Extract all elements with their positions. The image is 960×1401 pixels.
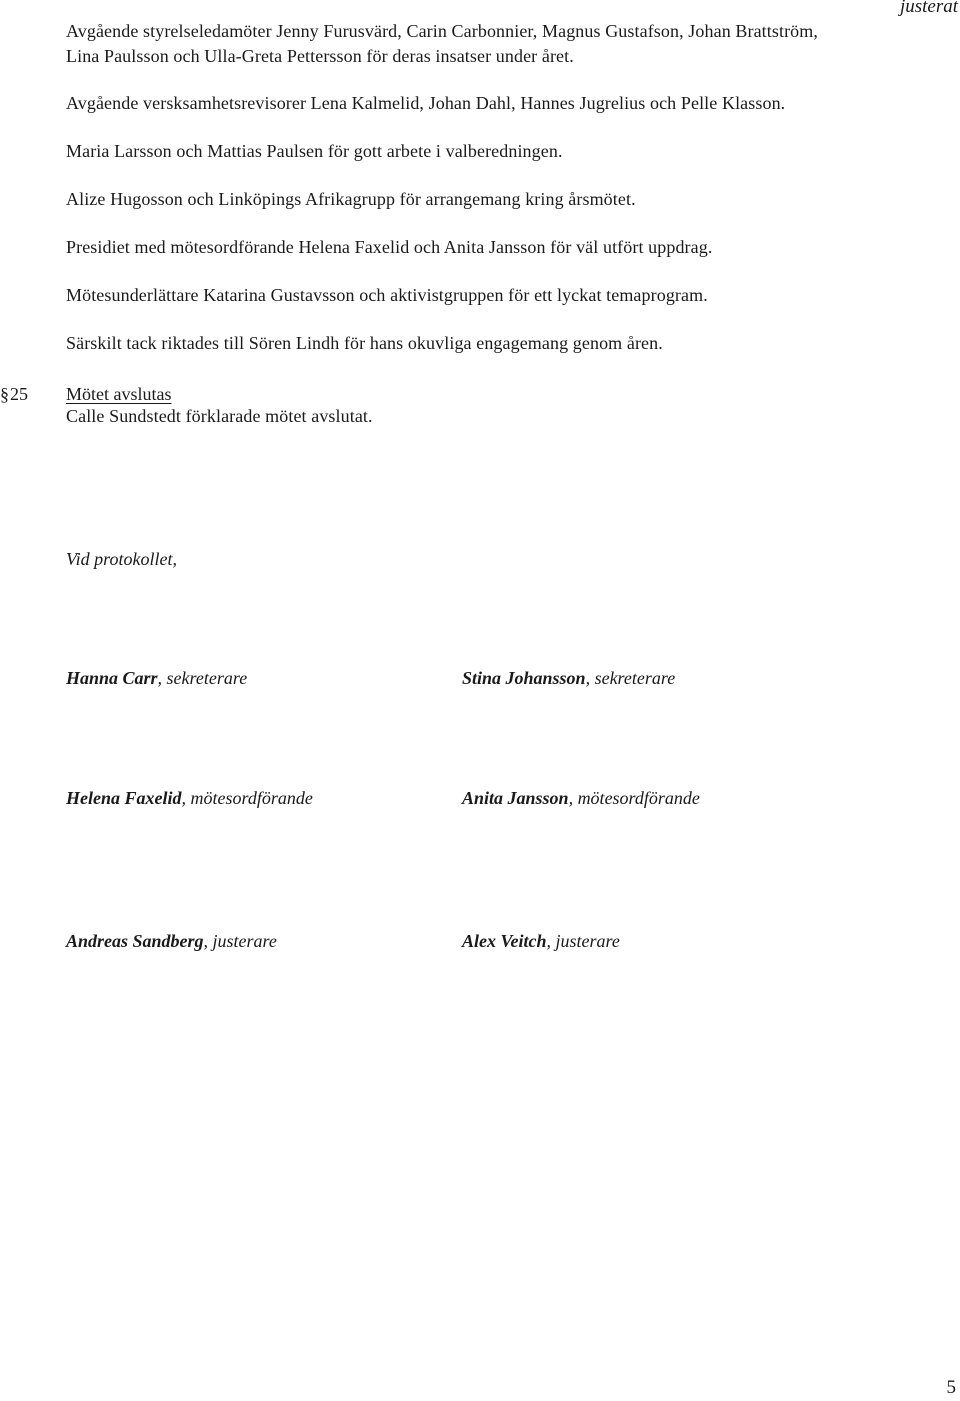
thanks-arrangement: Alize Hugosson och Linköpings Afrikagrupp för arrangemang kring årsmötet. (66, 189, 636, 209)
signature-name: Alex Veitch (462, 931, 547, 951)
thanks-auditors: Avgående versksamhetsrevisorer Lena Kalmelid, Johan Dahl, Hannes Jugrelius och Pelle Klasson. (66, 93, 786, 113)
section-text: Calle Sundstedt förklarade mötet avslutat. (66, 406, 373, 426)
signature-helena-faxelid (66, 786, 313, 810)
thanks-nomination-committee: Maria Larsson och Mattias Paulsen för gott arbete i valberedningen. (66, 141, 563, 161)
signature-anita-jansson (462, 786, 700, 810)
thanks-special: Särskilt tack riktades till Sören Lindh för hans okuvliga engagemang genom åren. (66, 333, 663, 353)
section-heading: Mötet avslutas (66, 384, 172, 404)
signature-role: , mötesordförande (181, 788, 313, 808)
signature-name: Andreas Sandberg (66, 931, 204, 951)
vid-protokollet: Vid protokollet, (66, 549, 177, 569)
section-number (0, 382, 28, 406)
signature-role: , sekreterare (157, 668, 248, 688)
signature-stina-johansson (462, 666, 675, 690)
signature-andreas-sandberg (66, 929, 277, 953)
signature-role: , sekreterare (585, 668, 676, 688)
page-number: 5 (946, 1377, 956, 1398)
thanks-facilitators: Mötesunderlättare Katarina Gustavsson och aktivistgruppen för ett lyckat temaprogram. (66, 285, 708, 305)
signature-role: , justerare (203, 931, 277, 951)
thanks-board-members-line2: Lina Paulsson och Ulla-Greta Pettersson för deras insatser under året. (66, 46, 574, 66)
signature-alex-veitch (462, 929, 620, 953)
thanks-presidium: Presidiet med mötesordförande Helena Faxelid och Anita Jansson för väl utfört uppdrag. (66, 237, 713, 257)
section-number-value: 25 (10, 384, 28, 404)
justerat-mark: justerat (899, 0, 958, 17)
signature-name: Hanna Carr (66, 668, 158, 688)
signature-role: , mötesordförande (568, 788, 700, 808)
signature-hanna-carr (66, 666, 247, 690)
signature-name: Anita Jansson (462, 788, 569, 808)
signature-name: Helena Faxelid (66, 788, 182, 808)
thanks-board-members-line1: Avgående styrelseledamöter Jenny Furusvärd, Carin Carbonnier, Magnus Gustafson, Johan Brattström, (66, 21, 818, 41)
section-symbol: § (0, 384, 9, 404)
signature-role: , justerare (546, 931, 620, 951)
signature-name: Stina Johansson (462, 668, 586, 688)
